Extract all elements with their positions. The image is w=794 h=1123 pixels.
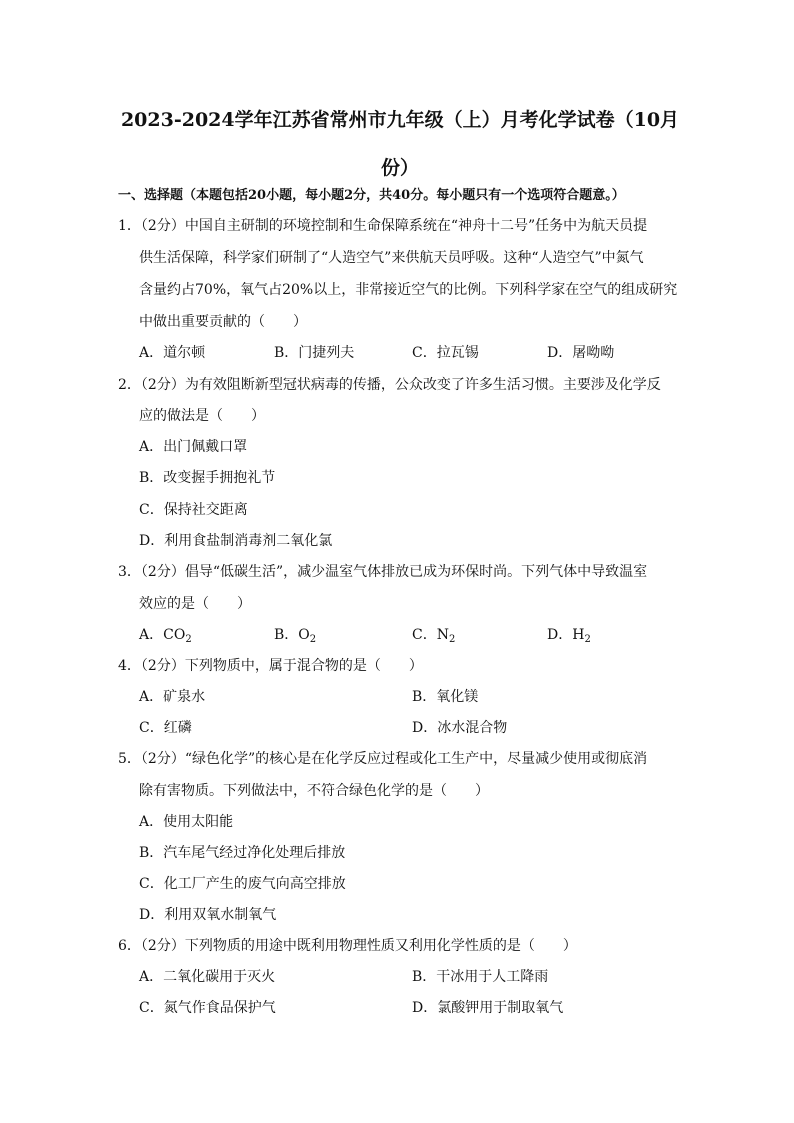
q3-option-c[interactable] xyxy=(412,624,455,644)
q1-line-1: 1．（2分）中国自主研制的环境控制和生命保障系统在“神舟十二号”任务中为航天员提 xyxy=(118,218,648,234)
q3-option-a[interactable] xyxy=(139,624,192,644)
q2-option-c[interactable]: C．保持社交距离 xyxy=(139,502,248,518)
exam-title xyxy=(112,96,688,192)
q1-option-c[interactable]: C．拉瓦锡 xyxy=(412,345,479,361)
q6-option-d[interactable]: D．氯酸钾用于制取氧气 xyxy=(412,1000,564,1016)
q6-option-a[interactable]: A．二氧化碳用于灭火 xyxy=(139,969,276,985)
q5-option-b[interactable]: B．汽车尾气经过净化处理后排放 xyxy=(139,845,346,861)
q3-option-c-subscript: 2 xyxy=(448,634,456,645)
exam-title-line-1: 2023-2024学年江苏省常州市九年级（上）月考化学试卷（10月 xyxy=(120,109,680,131)
q3-line-2: 效应的是（ ） xyxy=(139,596,251,612)
q5-line-1: 5．（2分）“绿色化学”的核心是在化学反应过程或化工生产中，尽量减少使用或彻底消 xyxy=(118,751,648,767)
q4-option-b[interactable]: B．氧化镁 xyxy=(412,689,479,705)
q2-option-d[interactable]: D．利用食盐制消毒剂二氧化氯 xyxy=(139,533,333,549)
q1-option-b[interactable]: B．门捷列夫 xyxy=(274,345,355,361)
exam-title-line-2: 份） xyxy=(380,157,419,179)
q4-option-d[interactable]: D．冰水混合物 xyxy=(412,720,508,736)
q1-option-d[interactable]: D．屠呦呦 xyxy=(547,345,615,361)
q1-line-3: 含量约占70%，氧气占20%以上，非常接近空气的比例。下列科学家在空气的组成研究 xyxy=(139,282,678,298)
q5-line-2: 除有害物质。下列做法中，不符合绿色化学的是（ ） xyxy=(139,783,489,799)
q2-line-2: 应的做法是（ ） xyxy=(139,408,265,424)
q6-line-1: 6．（2分）下列物质的用途中既利用物理性质又利用化学性质的是（ ） xyxy=(118,938,577,954)
q5-option-c[interactable]: C．化工厂产生的废气向高空排放 xyxy=(139,876,346,892)
q4-option-a[interactable]: A．矿泉水 xyxy=(139,689,206,705)
q2-option-b[interactable]: B．改变握手拥抱礼节 xyxy=(139,470,276,486)
q3-option-b-label: B．O xyxy=(274,627,310,643)
q3-option-a-label: A．CO xyxy=(139,627,186,643)
q6-option-b[interactable]: B．干冰用于人工降雨 xyxy=(412,969,549,985)
q1-line-2: 供生活保障，科学家们研制了“人造空气”来供航天员呼吸。这种“人造空气”中氮气 xyxy=(139,250,644,266)
q4-option-c[interactable]: C．红磷 xyxy=(139,720,192,736)
section-heading: 一、选择题（本题包括20小题，每小题2分，共40分。每小题只有一个选项符合题意。） xyxy=(118,188,625,203)
q4-line-1: 4．（2分）下列物质中，属于混合物的是（ ） xyxy=(118,658,423,674)
q5-option-d[interactable]: D．利用双氧水制氧气 xyxy=(139,907,277,923)
q3-line-1: 3．（2分）倡导“低碳生活”，减少温室气体排放已成为环保时尚。下列气体中导致温室 xyxy=(118,564,648,580)
q1-option-a[interactable]: A．道尔顿 xyxy=(139,345,206,361)
q5-option-a[interactable]: A．使用太阳能 xyxy=(139,814,234,830)
q6-option-c[interactable]: C．氮气作食品保护气 xyxy=(139,1000,276,1016)
q3-option-c-label: C．N xyxy=(412,627,449,643)
q3-option-d[interactable] xyxy=(547,624,591,644)
q1-line-4: 中做出重要贡献的（ ） xyxy=(139,314,307,330)
q2-line-1: 2．（2分）为有效阻断新型冠状病毒的传播，公众改变了许多生活习惯。主要涉及化学反 xyxy=(118,377,661,393)
q3-option-d-subscript: 2 xyxy=(584,634,591,645)
q3-option-b-subscript: 2 xyxy=(309,634,317,645)
q3-option-b[interactable] xyxy=(274,624,316,644)
q2-option-a[interactable]: A．出门佩戴口罩 xyxy=(139,439,248,455)
q3-option-d-label: D．H xyxy=(547,627,585,643)
q3-option-a-subscript: 2 xyxy=(185,634,192,645)
